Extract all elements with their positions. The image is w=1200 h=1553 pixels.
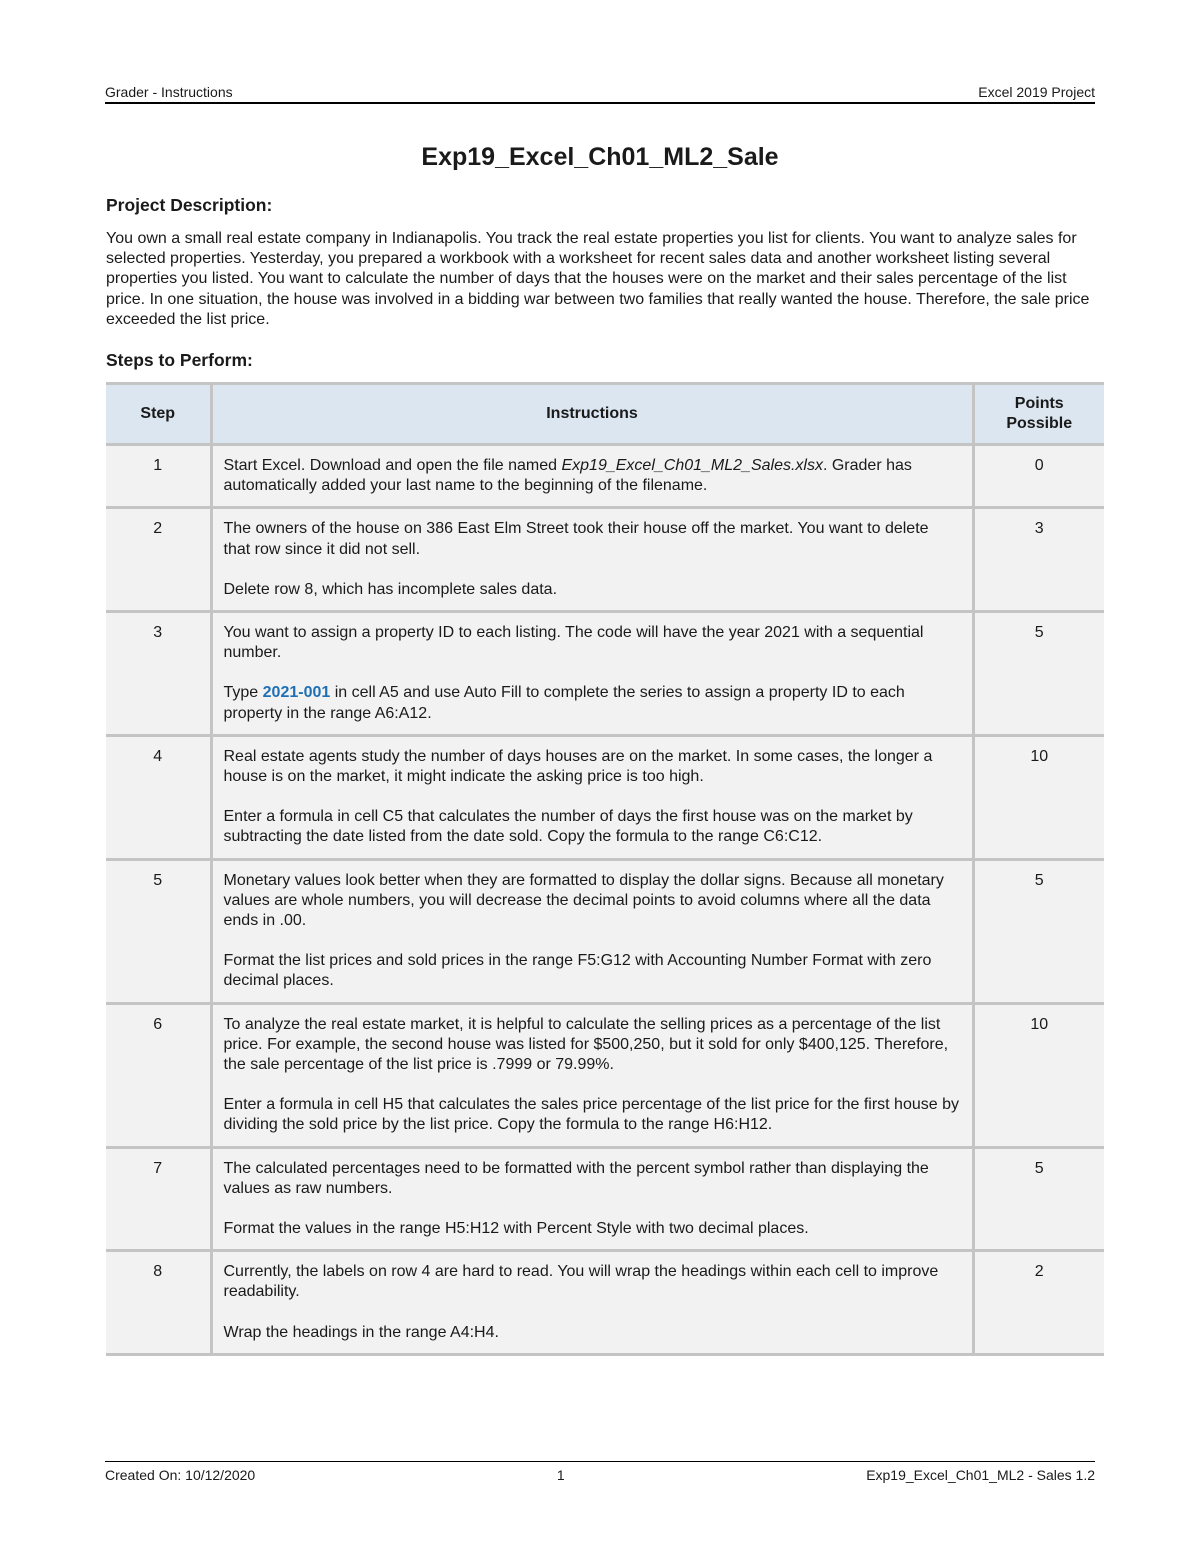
instruction-paragraph: The calculated percentages need to be formatted with the percent symbol rather than displaying the values as raw numbers. bbox=[223, 1159, 929, 1197]
step-number: 7 bbox=[106, 1147, 211, 1251]
table-row bbox=[106, 735, 1104, 859]
instruction-paragraph: Delete row 8, which has incomplete sales data. bbox=[223, 580, 558, 598]
instruction-paragraph: You want to assign a property ID to each listing. The code will have the year 2021 with a sequential number. bbox=[223, 624, 924, 662]
step-instructions bbox=[211, 1003, 973, 1147]
step-number: 3 bbox=[106, 612, 211, 736]
step-instructions bbox=[211, 735, 973, 859]
instruction-text: in cell A5 and use Auto Fill to complete the series to assign a property ID to each property in the range A6:A12. bbox=[223, 684, 905, 722]
instruction-text: Type bbox=[223, 684, 263, 702]
step-points: 2 bbox=[973, 1251, 1104, 1355]
step-points: 10 bbox=[973, 1003, 1104, 1147]
instruction-paragraph: Real estate agents study the number of days houses are on the market. In some cases, the longer a house is on the market, it might indicate the asking price is too high. bbox=[223, 747, 933, 786]
step-instructions bbox=[211, 612, 973, 736]
table-row bbox=[106, 1003, 1104, 1147]
header-left: Grader - Instructions bbox=[105, 84, 233, 100]
column-header-instructions: Instructions bbox=[211, 384, 973, 445]
instruction-paragraph: Wrap the headings in the range A4:H4. bbox=[223, 1323, 499, 1341]
table-row bbox=[106, 1251, 1104, 1355]
footer-document-id: Exp19_Excel_Ch01_ML2 - Sales 1.2 bbox=[866, 1467, 1095, 1483]
step-number: 6 bbox=[106, 1003, 211, 1147]
header-right: Excel 2019 Project bbox=[978, 84, 1095, 100]
step-number: 2 bbox=[106, 508, 211, 612]
step-instructions bbox=[211, 1251, 973, 1355]
footer-created-on: Created On: 10/12/2020 bbox=[105, 1467, 256, 1483]
instruction-paragraph: Enter a formula in cell H5 that calculates the sales price percentage of the list price for the first house by dividing the sold price by the list price. Copy the formula to the range H6:H12. bbox=[223, 1096, 959, 1134]
instruction-paragraph: To analyze the real estate market, it is helpful to calculate the selling prices as a percentage of the list price. For example, the second house was listed for $500,250, but it sold for only $400,125. Therefore, the sale percentage of the list price is .7999 or 79.99%. bbox=[223, 1015, 949, 1074]
project-description-heading: Project Description: bbox=[106, 195, 273, 215]
points-header-line2: Possible bbox=[1006, 415, 1073, 432]
instruction-paragraph: The owners of the house on 386 East Elm Street took their house off the market. You want to delete that row since it did not sell. bbox=[223, 520, 929, 558]
table-header-row bbox=[106, 384, 1104, 445]
highlighted-value: 2021-001 bbox=[262, 684, 331, 702]
instruction-text: . Grader has automatically added your last name to the beginning of the filename. bbox=[223, 457, 912, 495]
step-points: 5 bbox=[973, 859, 1104, 1003]
project-description-text: You own a small real estate company in Indianapolis. You track the real estate properties you list for clients. You want to analyze sales for selected properties. Yesterday, you prepared a workbook with a worksheet for recent sales data and another worksheet listing several properties you listed. You want to calculate the number of days that the houses were on the market and their sales percentage of the list price. In one situation, the house was involved in a bidding war between two families that really wanted the house. Therefore, the sale price exceeded the list price. bbox=[106, 230, 1090, 328]
instruction-paragraph: Format the values in the range H5:H12 with Percent Style with two decimal places. bbox=[223, 1220, 809, 1238]
step-points: 3 bbox=[973, 508, 1104, 612]
table-row bbox=[106, 859, 1104, 1003]
table-row bbox=[106, 1147, 1104, 1251]
step-instructions bbox=[211, 508, 973, 612]
table-row bbox=[106, 612, 1104, 736]
instruction-paragraph: Currently, the labels on row 4 are hard to read. You will wrap the headings within each cell to improve readability. bbox=[223, 1263, 939, 1301]
steps-heading: Steps to Perform: bbox=[106, 350, 253, 370]
instruction-text: Start Excel. Download and open the file named bbox=[223, 457, 562, 474]
step-points: 10 bbox=[973, 735, 1104, 859]
instruction-paragraph: Format the list prices and sold prices in the range F5:G12 with Accounting Number Format with zero decimal places. bbox=[223, 952, 932, 990]
footer-page-number: 1 bbox=[556, 1467, 565, 1483]
step-instructions bbox=[211, 445, 973, 508]
document-title: Exp19_Excel_Ch01_ML2_Sale bbox=[421, 143, 779, 171]
step-points: 0 bbox=[973, 445, 1104, 508]
instruction-paragraph: Enter a formula in cell C5 that calculates the number of days the first house was on the market by subtracting the date listed from the date sold. Copy the formula to the range C6:C12. bbox=[223, 808, 913, 846]
table-row bbox=[106, 445, 1104, 508]
column-header-points bbox=[973, 384, 1104, 445]
instruction-paragraph: Monetary values look better when they are formatted to display the dollar signs. Because all monetary values are whole numbers, you will decrease the decimal points to avoid columns where all the data ends in .00. bbox=[223, 871, 944, 930]
step-instructions bbox=[211, 859, 973, 1003]
step-number: 5 bbox=[106, 859, 211, 1003]
step-number: 1 bbox=[106, 445, 211, 508]
page-header bbox=[105, 83, 1095, 104]
table-row bbox=[106, 508, 1104, 612]
step-number: 8 bbox=[106, 1251, 211, 1355]
step-instructions bbox=[211, 1147, 973, 1251]
step-points: 5 bbox=[973, 1147, 1104, 1251]
points-header-line1: Points bbox=[1014, 394, 1064, 412]
step-number: 4 bbox=[106, 735, 211, 859]
instruction-paragraph bbox=[224, 456, 960, 496]
steps-table bbox=[106, 382, 1104, 1356]
page-footer bbox=[105, 1461, 1095, 1484]
step-points: 5 bbox=[973, 612, 1104, 736]
instruction-paragraph bbox=[224, 683, 960, 723]
file-name: Exp19_Excel_Ch01_ML2_Sales.xlsx bbox=[561, 457, 823, 474]
column-header-step: Step bbox=[106, 384, 211, 445]
